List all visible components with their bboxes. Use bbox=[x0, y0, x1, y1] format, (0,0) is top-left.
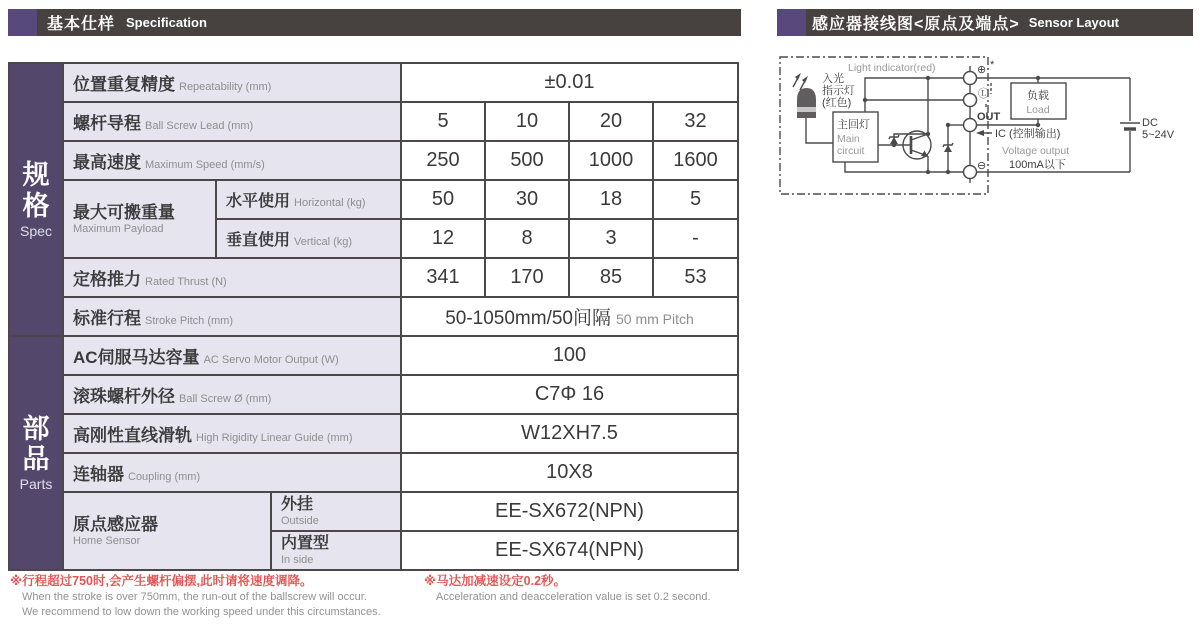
horizontal-label: 水平使用 Horizontal (kg) bbox=[216, 180, 401, 219]
sidebar-spec bbox=[9, 63, 63, 336]
sidebar-parts-en: Parts bbox=[19, 476, 53, 493]
thrust-v4: 53 bbox=[653, 258, 738, 297]
sidebar-spec-en: Spec bbox=[20, 222, 52, 239]
vert-v2: 8 bbox=[485, 219, 569, 258]
vert-v1: 12 bbox=[401, 219, 485, 258]
sensor-layout-title-zh: 感应器接线图<原点及端点> bbox=[812, 16, 1020, 33]
row-stroke bbox=[9, 297, 738, 336]
vertical-label: 垂直使用 Vertical (kg) bbox=[216, 219, 401, 258]
speed-v3: 1000 bbox=[569, 141, 653, 180]
junction-dot bbox=[863, 98, 867, 102]
light-indicator-en: Light indicator(red) bbox=[848, 62, 936, 74]
lead-20: 20 bbox=[569, 102, 653, 141]
collector-wire bbox=[911, 134, 928, 140]
horiz-v4: 5 bbox=[653, 180, 738, 219]
sensor-wiring-diagram bbox=[778, 50, 1200, 200]
outside-value: EE-SX672(NPN) bbox=[401, 492, 738, 531]
led-indicator-icon bbox=[797, 88, 816, 118]
vert-v3: 3 bbox=[569, 219, 653, 258]
sidebar-parts-zh: 部 品 bbox=[22, 413, 50, 474]
light-indicator-zh3: (红色) bbox=[822, 97, 852, 109]
sensor-layout-header-bar bbox=[806, 9, 1193, 36]
main-circuit-en2: circuit bbox=[837, 145, 865, 157]
thrust-v1: 341 bbox=[401, 258, 485, 297]
horiz-v2: 30 bbox=[485, 180, 569, 219]
load-en: Load bbox=[1026, 104, 1050, 116]
light-indicator-zh1: 入光 bbox=[822, 73, 844, 85]
ball-screw-dia-value: C7Φ 16 bbox=[401, 375, 738, 414]
speed-v4: 1600 bbox=[653, 141, 738, 180]
lead-32: 32 bbox=[653, 102, 738, 141]
stroke-label: 标准行程 Stroke Pitch (mm) bbox=[63, 297, 401, 336]
row-linear-guide bbox=[9, 414, 738, 453]
purple-accent-square bbox=[777, 9, 806, 36]
specification-header-bar bbox=[37, 9, 741, 36]
purple-accent-square bbox=[8, 9, 37, 36]
servo-label: AC伺服马达容量 AC Servo Motor Output (W) bbox=[63, 336, 401, 375]
note-acceleration-zh: ※马达加减速设定0.2秒。 bbox=[424, 574, 567, 588]
max-speed-label: 最高速度 Maximum Speed (mm/s) bbox=[63, 141, 401, 180]
repeatability-label: 位置重复精度 Repeatability (mm) bbox=[63, 63, 401, 102]
minus-rail-internal bbox=[845, 162, 963, 172]
current-limit-label: 100mA以下 bbox=[1009, 159, 1066, 171]
speed-v1: 250 bbox=[401, 141, 485, 180]
l-symbol: Ⓛ bbox=[978, 88, 989, 100]
note-stroke-warning-zh: ※行程超过750时,会产生螺杆偏摆,此时请将速度调降。 bbox=[10, 574, 313, 588]
stroke-value: 50-1050mm/50间隔 50 mm Pitch bbox=[401, 297, 738, 336]
row-rated-thrust bbox=[9, 258, 738, 297]
dc-label: DC bbox=[1142, 117, 1158, 129]
ball-screw-dia-label: 滚珠螺杆外径 Ball Screw Ø (mm) bbox=[63, 375, 401, 414]
star-note: * bbox=[990, 59, 995, 71]
coupling-label: 连轴器 Coupling (mm) bbox=[63, 453, 401, 492]
outside-label: 外挂 Outside bbox=[271, 492, 401, 531]
row-home-sensor-outside bbox=[9, 492, 738, 531]
ic-label: IC (控制输出) bbox=[995, 128, 1061, 140]
dc-range-label: 5~24V bbox=[1142, 129, 1175, 141]
note-acceleration bbox=[424, 574, 724, 604]
lead-10: 10 bbox=[485, 102, 569, 141]
horiz-v1: 50 bbox=[401, 180, 485, 219]
inside-label: 内置型 In side bbox=[271, 531, 401, 570]
voltage-output-label: Voltage output bbox=[1002, 145, 1070, 157]
linear-guide-label: 高刚性直线滑轨 High Rigidity Linear Guide (mm) bbox=[63, 414, 401, 453]
speed-v2: 500 bbox=[485, 141, 569, 180]
specification-header bbox=[8, 9, 741, 36]
sensor-layout-title-en: Sensor Layout bbox=[1028, 15, 1119, 30]
main-circuit-en1: Main bbox=[837, 133, 860, 145]
horiz-v3: 18 bbox=[569, 180, 653, 219]
row-payload-horizontal bbox=[9, 180, 738, 219]
sidebar-spec-zh: 规 格 bbox=[22, 160, 50, 221]
load-zh: 负载 bbox=[1027, 90, 1049, 102]
lead-5: 5 bbox=[401, 102, 485, 141]
specification-title-en: Specification bbox=[126, 15, 207, 30]
led-wire bbox=[806, 118, 833, 143]
sidebar-parts bbox=[9, 336, 63, 570]
coupling-value: 10X8 bbox=[401, 453, 738, 492]
row-ball-screw-lead bbox=[9, 102, 738, 141]
zener-diode-icon bbox=[944, 145, 952, 152]
out-label: OUT bbox=[977, 111, 1001, 123]
junction-dot bbox=[892, 143, 896, 147]
junction-dot bbox=[946, 170, 950, 174]
note-stroke-warning-en2: We recommend to low down the working speed under this circumstances. bbox=[22, 606, 381, 619]
thrust-v2: 170 bbox=[485, 258, 569, 297]
terminal-l bbox=[964, 94, 977, 107]
terminal-out bbox=[964, 119, 977, 132]
thrust-v3: 85 bbox=[569, 258, 653, 297]
sensor-circuit-svg bbox=[778, 50, 1200, 200]
junction-dot bbox=[926, 132, 930, 136]
plus-symbol: ⊕ bbox=[977, 64, 987, 76]
max-payload-label: 最大可搬重量 Maximum Payload bbox=[63, 180, 216, 258]
specification-title-zh: 基本仕样 bbox=[47, 16, 116, 33]
servo-value: 100 bbox=[401, 336, 738, 375]
row-ball-screw-dia bbox=[9, 375, 738, 414]
terminal-minus bbox=[964, 166, 977, 179]
inside-value: EE-SX674(NPN) bbox=[401, 531, 738, 570]
ic-arrowhead bbox=[976, 130, 984, 136]
linear-guide-value: W12XH7.5 bbox=[401, 414, 738, 453]
spec-table bbox=[8, 62, 739, 571]
row-servo bbox=[9, 336, 738, 375]
led-band bbox=[797, 107, 816, 112]
light-indicator-zh2: 指示灯 bbox=[822, 85, 855, 97]
plus-rail-internal bbox=[865, 78, 963, 112]
terminal-plus bbox=[964, 72, 977, 85]
note-acceleration-en: Acceleration and deacceleration value is set 0.2 second. bbox=[436, 591, 711, 603]
junction-dot bbox=[926, 76, 930, 80]
note-stroke-warning bbox=[10, 574, 415, 620]
home-sensor-label: 原点感应器 Home Sensor bbox=[63, 492, 271, 570]
light-ray-arrowhead bbox=[802, 76, 808, 83]
row-max-speed bbox=[9, 141, 738, 180]
junction-dot bbox=[946, 123, 950, 127]
sensor-layout-header bbox=[777, 9, 1193, 36]
repeatability-value: ±0.01 bbox=[401, 63, 738, 102]
minus-symbol: ⊖ bbox=[977, 160, 987, 172]
main-circuit-zh: 主回灯 bbox=[837, 119, 870, 131]
note-stroke-warning-en1: When the stroke is over 750mm, the run-out of the ballscrew will occur. bbox=[22, 591, 367, 603]
row-repeatability bbox=[9, 63, 738, 102]
ball-screw-lead-label: 螺杆导程 Ball Screw Lead (mm) bbox=[63, 102, 401, 141]
rated-thrust-label: 定格推力 Rated Thrust (N) bbox=[63, 258, 401, 297]
row-coupling bbox=[9, 453, 738, 492]
vert-v4: - bbox=[653, 219, 738, 258]
light-ray-arrowhead bbox=[795, 73, 801, 80]
junction-dot bbox=[926, 170, 930, 174]
